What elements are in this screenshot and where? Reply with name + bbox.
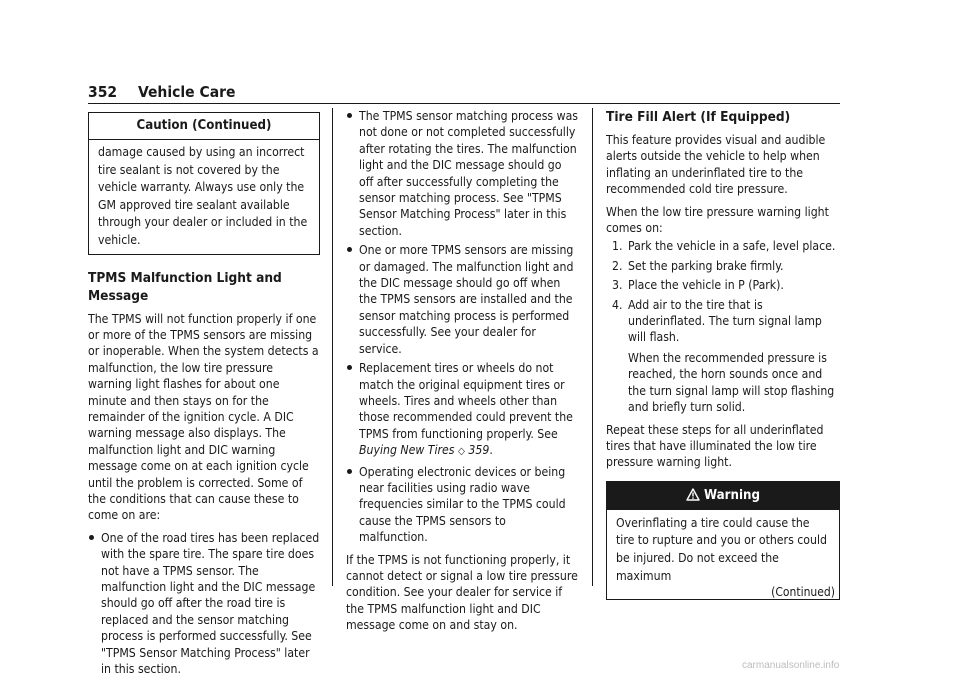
page-reference-icon: ◇ xyxy=(458,446,465,458)
caution-title: Caution (Continued) xyxy=(89,113,319,140)
list-item xyxy=(606,277,840,293)
tpms-closing-paragraph: If the TPMS is not functioning properly, it cannot detect or signal a low tire pressure condition. See your dealer for service if the TPMS malfunction light and DIC message come on and stay on. xyxy=(346,552,578,633)
list-item-text: Replacement tires or wheels do not match the original equipment tires or wheels. Tires and wheels other than those recommended could prevent the TPMS from functioning properly. See xyxy=(359,361,573,441)
tire-fill-heading: Tire Fill Alert (If Equipped) xyxy=(606,109,791,125)
page-number: 352 xyxy=(88,83,118,101)
header-rule xyxy=(88,103,840,104)
tire-fill-steps xyxy=(606,238,840,415)
column-divider-1 xyxy=(332,108,333,586)
column-2 xyxy=(346,108,578,640)
continued-label: (Continued) xyxy=(771,585,835,600)
sentence-end: . xyxy=(489,443,493,458)
watermark: carmanualsonline.info xyxy=(742,660,840,671)
buying-new-tires-link[interactable]: Buying New Tires xyxy=(359,443,455,458)
tire-fill-intro: This feature provides visual and audible alerts outside the vehicle to help when inflating an underinflated tire to the recommended cold tire pressure. xyxy=(606,133,826,197)
page-header xyxy=(88,82,840,102)
step-text: Set the parking brake firmly. xyxy=(628,258,784,273)
tpms-conditions-list-cont xyxy=(346,108,578,546)
step-number: 1. xyxy=(612,239,623,254)
list-item: One of the road tires has been replaced with the spare tire. The spare tire does not have a TPMS sensor. The malfunction light and the DIC message should go off after the road tire is replaced and the sensor matching process is performed successfully. See "TPMS Sensor Matching Process" later in this section. xyxy=(88,530,320,678)
list-item xyxy=(606,258,840,274)
step-text: Park the vehicle in a safe, level place. xyxy=(628,239,836,254)
step-text: Place the vehicle in P (Park). xyxy=(628,278,784,293)
warning-title: Warning xyxy=(704,487,760,503)
list-item: Operating electronic devices or being near facilities using radio wave frequencies similar to the TPMS could cause the TPMS sensors to malfunction. xyxy=(346,464,578,546)
step-number: 4. xyxy=(612,297,623,312)
tire-fill-lead: When the low tire pressure warning light comes on: xyxy=(606,204,829,236)
step-number: 2. xyxy=(612,258,623,273)
column-1 xyxy=(88,112,320,684)
tpms-conditions-list xyxy=(88,530,320,678)
tpms-malfunction-heading: TPMS Malfunction Light and Message xyxy=(88,269,282,304)
column-3 xyxy=(606,108,840,600)
warning-box xyxy=(606,481,840,600)
list-item: The TPMS sensor matching process was not done or not completed successfully after rotating the tires. The malfunction light and the DIC message should go off after successfully completing the sensor matching process. See "TPMS Sensor Matching Process" later in this section. xyxy=(346,108,578,239)
section-title: Vehicle Care xyxy=(138,83,236,101)
tpms-malfunction-intro: The TPMS will not function properly if one or more of the TPMS sensors are missing or inoperable. When the system detects a malfunction, the low tire pressure warning light flashes for about one minute and then stays on for the remainder of the ignition cycle. A DIC warning message also displays. The malfunction light and DIC warning message come on at each ignition cycle until the problem is corrected. Some of the conditions that can cause these to come on are: xyxy=(88,311,319,523)
warning-text: Overinflating a tire could cause the tire to rupture and you or others could be injured. Do not exceed the maximum xyxy=(616,515,827,583)
caution-text: damage caused by using an incorrect tire sealant is not covered by the vehicle warranty. Always use only the GM approved tire sealant available through your dealer or included in the vehicle. xyxy=(98,145,308,247)
column-divider-2 xyxy=(592,108,593,586)
tire-fill-repeat: Repeat these steps for all underinflated tires that have illuminated the low tire pressure warning light. xyxy=(606,422,824,470)
page-reference-number[interactable]: 359 xyxy=(468,443,490,458)
step-number: 3. xyxy=(612,278,623,293)
step-text: Add air to the tire that is underinflated. The turn signal lamp will flash. xyxy=(628,297,822,345)
list-item xyxy=(606,238,840,254)
list-item xyxy=(346,360,578,460)
caution-box xyxy=(88,112,320,255)
step-sub-text: When the recommended pressure is reached, the horn sounds once and the turn signal lamp will stop flashing and briefly turn solid. xyxy=(628,350,835,415)
list-item: One or more TPMS sensors are missing or damaged. The malfunction light and the DIC message should go off when the TPMS sensors are installed and the sensor matching process is performed successfully. See your dealer for service. xyxy=(346,242,578,357)
list-item xyxy=(606,297,840,416)
warning-triangle-icon xyxy=(686,488,700,501)
warning-title-bar xyxy=(607,482,839,510)
